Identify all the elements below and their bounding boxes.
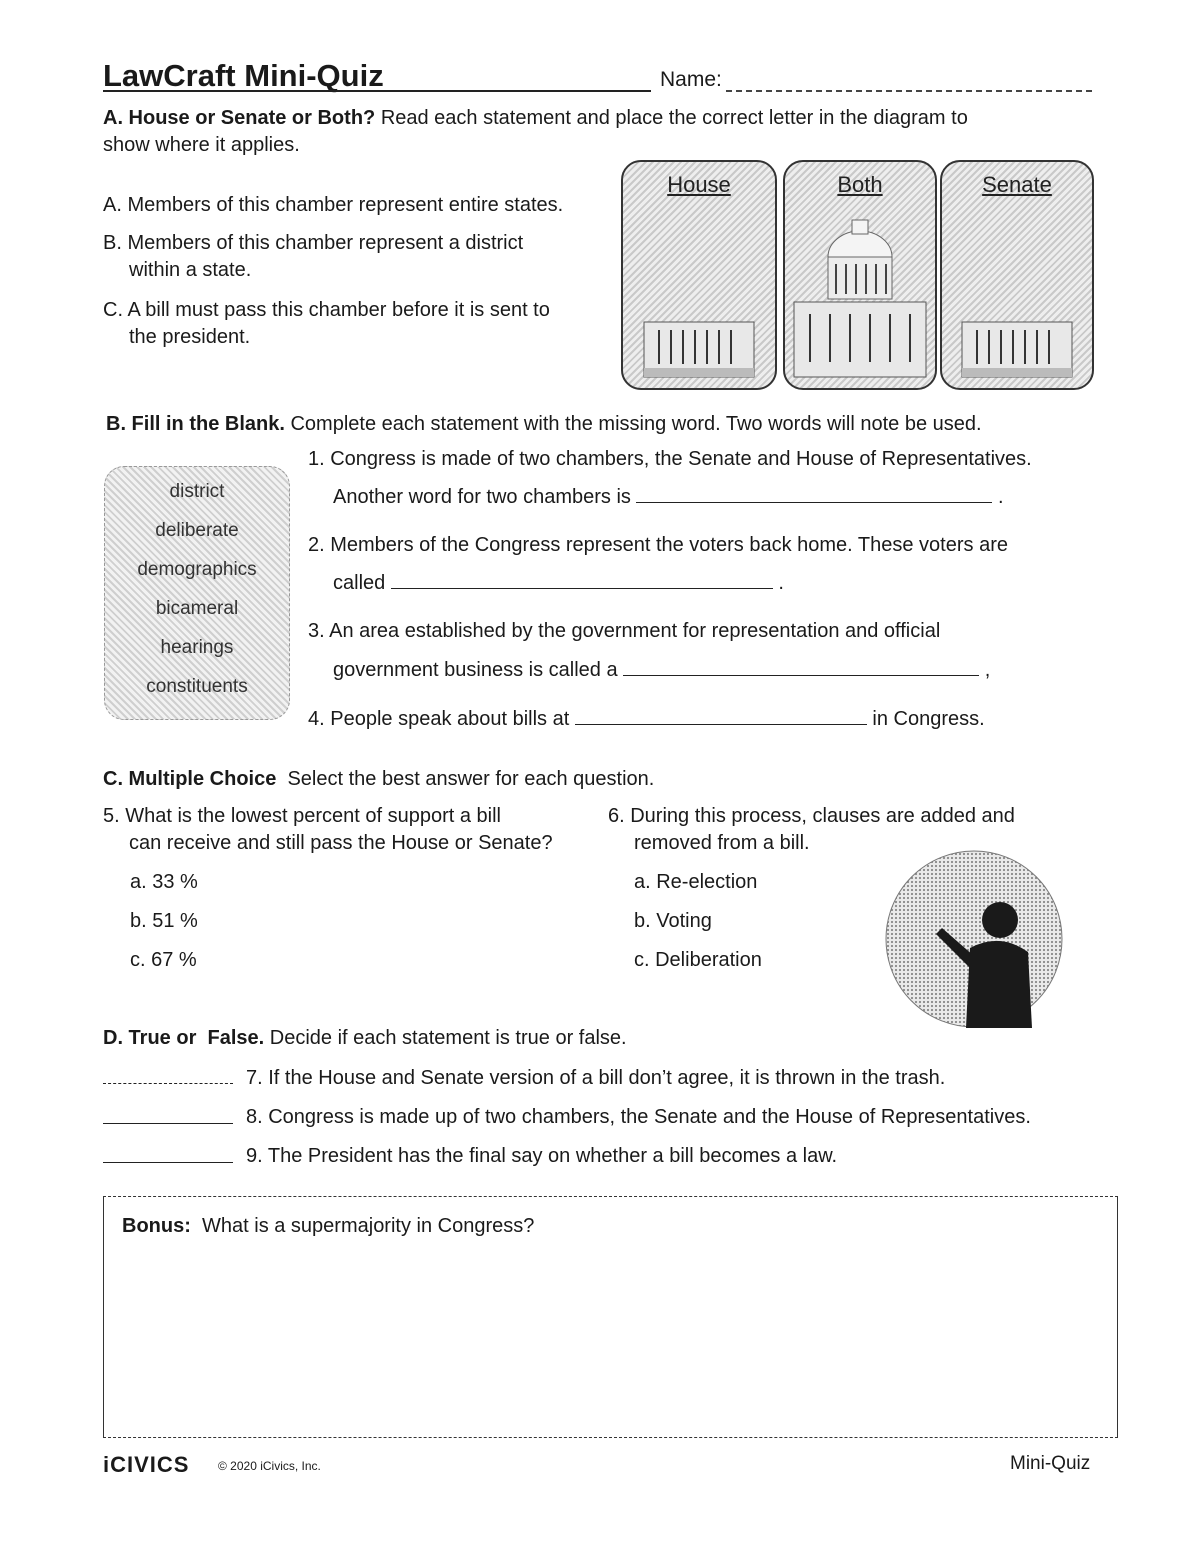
question-1: 1. Congress is made of two chambers, the Senate and House of Representatives. <box>308 448 1032 470</box>
diagram-both-label: Both <box>837 172 883 197</box>
name-label: Name: <box>660 68 722 91</box>
q5-option-c[interactable]: c. 67 % <box>130 949 197 971</box>
answer-blank-1[interactable] <box>636 482 992 503</box>
word-bank-item: district <box>169 481 225 502</box>
q6-option-a[interactable]: a. Re-election <box>634 871 758 893</box>
statement-c-cont: the president. <box>129 326 251 348</box>
true-false-blank-9[interactable] <box>103 1162 233 1163</box>
question-6-cont: removed from a bill. <box>634 832 810 854</box>
question-5: 5. What is the lowest percent of support a bill <box>103 805 501 827</box>
bonus-label: Bonus: <box>122 1215 191 1237</box>
speaker-at-podium-icon <box>882 848 1066 1030</box>
true-false-blank-7[interactable] <box>103 1083 233 1084</box>
statement-7: 7. If the House and Senate version of a bill don’t agree, it is thrown in the trash. <box>246 1067 946 1089</box>
q6-option-b[interactable]: b. Voting <box>634 910 712 932</box>
section-b-instructions: B. Fill in the Blank. Complete each statement with the missing word. Two words will note be used. <box>106 413 982 435</box>
answer-blank-2[interactable] <box>391 568 773 589</box>
senate-building-icon <box>957 302 1077 382</box>
word-bank-item: hearings <box>160 637 234 658</box>
section-d-instructions: D. True or False. Decide if each statement is true or false. <box>103 1027 627 1049</box>
word-bank-item: demographics <box>137 559 257 580</box>
statement-a: A. Members of this chamber represent entire states. <box>103 194 564 216</box>
section-a-heading: A. House or Senate or Both? <box>103 107 376 129</box>
statement-b-cont: within a state. <box>129 259 252 281</box>
question-3: 3. An area established by the government for representation and official <box>308 620 941 642</box>
true-false-blank-8[interactable] <box>103 1123 233 1124</box>
diagram-house-panel[interactable] <box>621 160 777 390</box>
diagram-senate-label: Senate <box>982 172 1052 197</box>
q5-option-b[interactable]: b. 51 % <box>130 910 198 932</box>
word-bank-item: bicameral <box>155 598 239 619</box>
section-a-instructions: A. House or Senate or Both? Read each statement and place the correct letter in the diagram to <box>103 107 968 129</box>
diagram-senate-panel[interactable] <box>940 160 1094 390</box>
capitol-icon <box>790 202 930 382</box>
icivics-logo: iCIVICS <box>103 1452 190 1477</box>
q5-option-a[interactable]: a. 33 % <box>130 871 198 893</box>
section-a-instructions-cont: show where it applies. <box>103 134 300 156</box>
statement-b: B. Members of this chamber represent a district <box>103 232 524 254</box>
name-field[interactable] <box>726 90 1092 92</box>
question-2: 2. Members of the Congress represent the voters back home. These voters are <box>308 534 1008 556</box>
diagram-both-panel[interactable] <box>783 160 937 390</box>
section-c-instructions: C. Multiple Choice Select the best answer for each question. <box>103 768 655 790</box>
diagram-house-label: House <box>667 172 731 197</box>
word-bank <box>104 466 290 720</box>
answer-blank-4[interactable] <box>575 704 867 725</box>
word-bank-item: deliberate <box>155 520 239 541</box>
q6-option-c[interactable]: c. Deliberation <box>634 949 762 971</box>
page-title: LawCraft Mini-Quiz <box>103 58 384 93</box>
statement-c: C. A bill must pass this chamber before it is sent to <box>103 299 550 321</box>
copyright: © 2020 iCivics, Inc. <box>218 1459 321 1473</box>
section-c-heading: C. Multiple Choice <box>103 768 277 790</box>
title-underline <box>103 90 651 92</box>
section-b-heading: B. Fill in the Blank. <box>106 413 285 435</box>
question-2-cont: called . <box>333 568 784 597</box>
statement-8: 8. Congress is made up of two chambers, the Senate and the House of Representatives. <box>246 1106 1031 1128</box>
section-d-heading: D. True or <box>103 1027 197 1049</box>
question-5-cont: can receive and still pass the House or Senate? <box>129 832 553 854</box>
house-building-icon <box>639 302 759 382</box>
question-3-cont: government business is called a , <box>333 655 990 684</box>
word-bank-item: constituents <box>146 676 248 697</box>
footer-label: Mini-Quiz <box>1010 1453 1091 1474</box>
question-4: 4. People speak about bills at in Congress. <box>308 704 985 733</box>
question-1-cont: Another word for two chambers is . <box>333 482 1004 511</box>
statement-9: 9. The President has the final say on whether a bill becomes a law. <box>246 1145 838 1167</box>
question-6: 6. During this process, clauses are added and <box>608 805 1015 827</box>
bonus-question: Bonus: What is a supermajority in Congress? <box>122 1215 535 1237</box>
answer-blank-3[interactable] <box>623 655 979 676</box>
